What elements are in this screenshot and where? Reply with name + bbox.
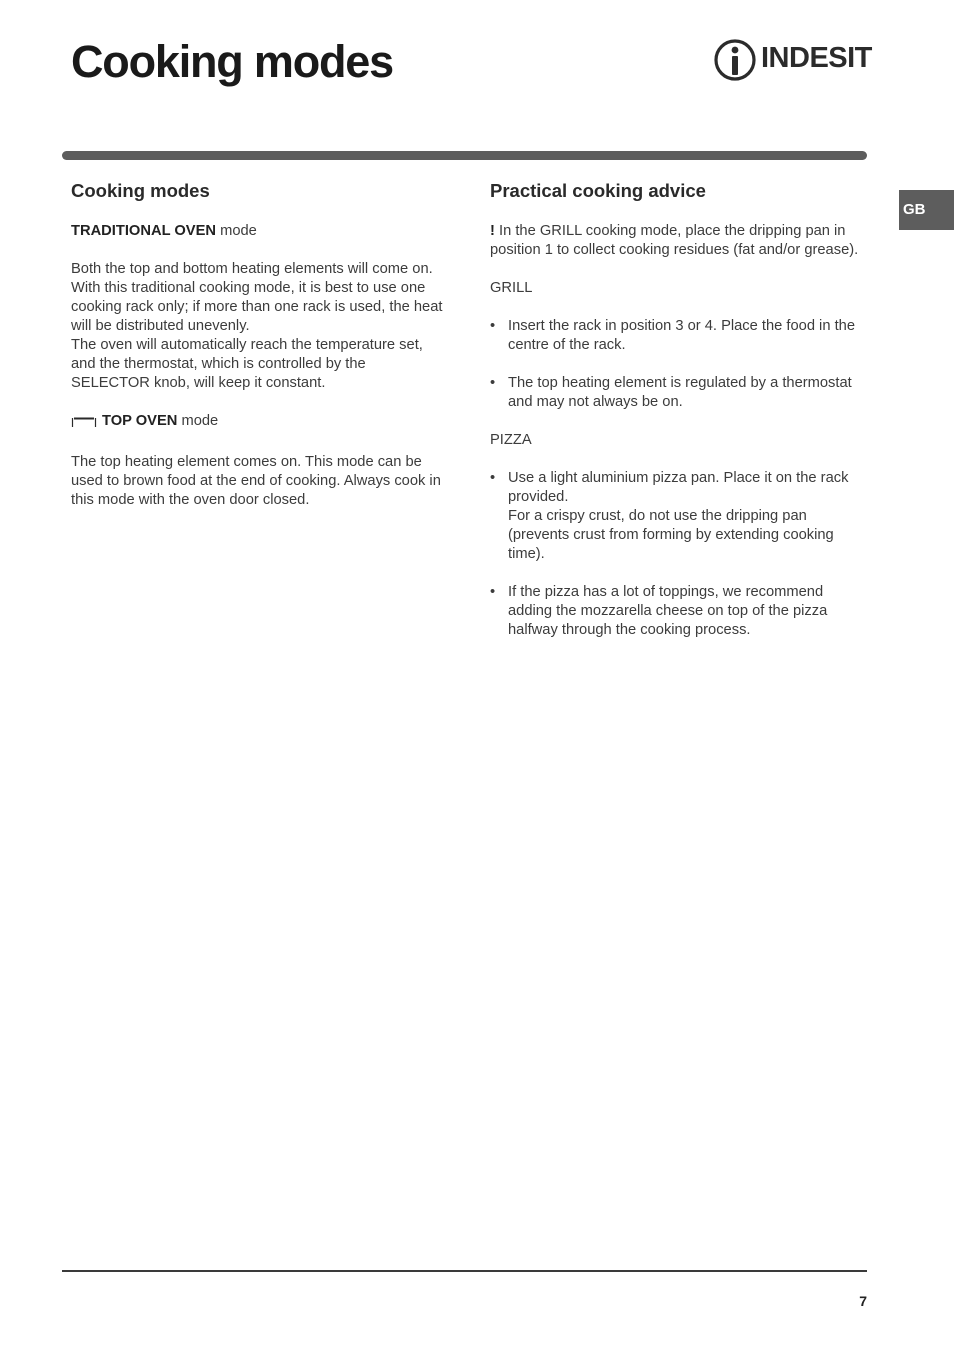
grill-list	[490, 317, 862, 412]
left-column	[71, 178, 447, 510]
list-item	[490, 374, 862, 412]
traditional-oven-body-2: The oven will automatically reach the temperature set, and the thermostat, which is controlled by the SELECTOR knob, will keep it constant.	[71, 337, 423, 391]
bullet: •	[490, 318, 496, 334]
warning-mark: !	[490, 223, 495, 239]
language-tab: GB	[899, 190, 954, 230]
bullet: •	[490, 470, 496, 486]
bullet: •	[490, 375, 496, 391]
brand-logo	[714, 38, 870, 82]
grill-label: GRILL	[490, 280, 533, 296]
top-oven-body: The top heating element comes on. This mode can be used to brown food at the end of cooking. Always cook in this mode with the oven door closed.	[71, 454, 441, 508]
brand-logo-icon	[714, 38, 756, 82]
pizza-label: PIZZA	[490, 432, 532, 448]
grill-item-2: The top heating element is regulated by a thermostat and may not always be on.	[508, 375, 852, 410]
traditional-oven-body-1: Both the top and bottom heating elements will come on. With this traditional cooking mode, it is best to use one cooking rack only; if more than one rack is used, the heat will be distributed unevenly.	[71, 261, 443, 334]
list-item	[490, 469, 862, 564]
pizza-item-1a: Use a light aluminium pizza pan. Place it on the rack provided.	[508, 470, 849, 505]
pizza-list	[490, 469, 862, 640]
list-item	[490, 583, 862, 640]
right-column	[490, 178, 862, 640]
bullet: •	[490, 584, 496, 600]
traditional-oven-name: TRADITIONAL OVEN	[71, 223, 216, 239]
page-title: Cooking modes	[71, 36, 393, 87]
header-rule	[62, 151, 867, 160]
grill-warning	[490, 222, 862, 260]
top-heating-element-icon	[71, 414, 97, 434]
pizza-item-2: If the pizza has a lot of toppings, we recommend adding the mozzarella cheese on top of the pizza halfway through the cooking process.	[508, 584, 828, 638]
section-heading-cooking-modes: Cooking modes	[71, 180, 210, 201]
page-number: 7	[859, 1293, 867, 1309]
top-oven-suffix: mode	[181, 413, 219, 429]
list-item	[490, 317, 862, 355]
section-heading-practical-advice: Practical cooking advice	[490, 180, 706, 201]
pizza-item-1b: For a crispy crust, do not use the dripping pan (prevents crust from forming by extending cooking time).	[508, 508, 834, 562]
top-oven-name: TOP OVEN	[102, 413, 178, 429]
footer-rule	[62, 1270, 867, 1272]
traditional-oven-suffix: mode	[220, 223, 257, 239]
top-oven-title	[71, 412, 447, 434]
brand-wordmark: INDESIT	[761, 42, 872, 74]
grill-item-1: Insert the rack in position 3 or 4. Place the food in the centre of the rack.	[508, 318, 855, 353]
warning-text: In the GRILL cooking mode, place the dripping pan in position 1 to collect cooking residues (fat and/or grease).	[490, 223, 859, 258]
traditional-oven-title	[71, 222, 447, 241]
